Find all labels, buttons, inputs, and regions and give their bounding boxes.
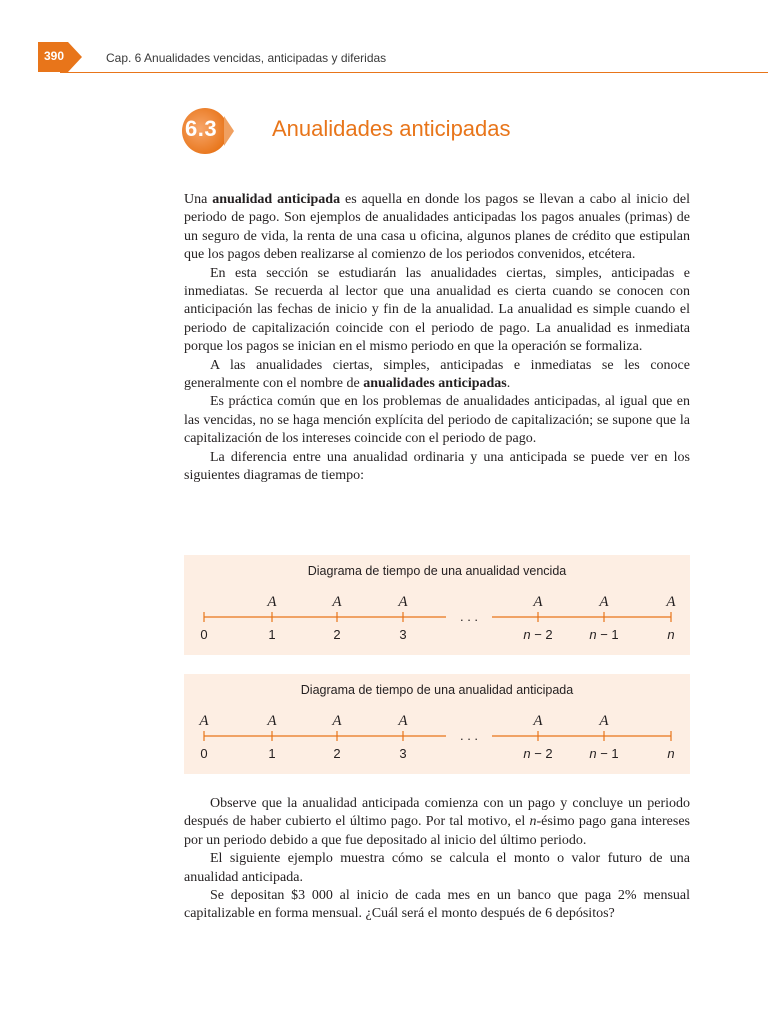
payment-label: A bbox=[666, 594, 676, 610]
paragraph-text: Se depositan $3 000 al inicio de cada mes en un banco que paga 2% mensual capitalizable en forma mensual. ¿Cuál será el monto después de 6 depósitos? bbox=[184, 888, 690, 922]
page-number: 390 bbox=[44, 49, 65, 63]
paragraph bbox=[184, 191, 690, 265]
period-label: n − 2 bbox=[523, 627, 553, 642]
paragraph-text: Observe que la anualidad anticipada comienza con un pago y concluye un periodo después de haber cubierto el último pago. Por tal motivo, el bbox=[184, 796, 690, 830]
period-label: n − 1 bbox=[589, 746, 619, 761]
period-label: 2 bbox=[333, 627, 341, 642]
paragraph bbox=[184, 850, 690, 887]
paragraph bbox=[184, 357, 690, 394]
paragraph-text: Una bbox=[184, 192, 213, 207]
payment-label: A bbox=[533, 594, 543, 610]
bold-term: anualidades anticipadas bbox=[363, 376, 507, 392]
page-header bbox=[0, 40, 768, 74]
diagram-title: Diagrama de tiempo de una anualidad anticipada bbox=[300, 683, 574, 697]
payment-label: A bbox=[533, 713, 543, 729]
paragraph-text: A las anualidades ciertas, simples, anticipadas e inmediatas se les conoce generalmente con el nombre de bbox=[184, 357, 690, 392]
period-label: 3 bbox=[399, 627, 407, 642]
payment-label: A bbox=[599, 594, 609, 610]
period-label: 1 bbox=[268, 627, 276, 642]
payment-label: A bbox=[398, 713, 408, 729]
diagram-vencida bbox=[184, 555, 690, 655]
payment-label: A bbox=[398, 594, 408, 610]
period-label: n bbox=[667, 627, 675, 642]
header-rule bbox=[60, 72, 768, 73]
body-text-bottom bbox=[184, 795, 690, 924]
period-label: n bbox=[667, 746, 675, 761]
section-title: Anualidades anticipadas bbox=[272, 116, 511, 141]
diagram-title: Diagrama de tiempo de una anualidad vencida bbox=[307, 564, 567, 578]
paragraph-text: Es práctica común que en los problemas de anualidades anticipadas, al igual que en las vencidas, no se haga mención explícita del periodo de capitalización; se supone que la capitalización de los intereses coincide con el periodo de pago. bbox=[184, 394, 690, 447]
timeline-ellipsis: . . . bbox=[459, 728, 479, 743]
chapter-title: Cap. 6 Anualidades vencidas, anticipadas y diferidas bbox=[106, 51, 387, 65]
italic-term: n bbox=[529, 814, 537, 830]
paragraph bbox=[184, 887, 690, 924]
period-label: 3 bbox=[399, 746, 407, 761]
paragraph bbox=[184, 265, 690, 357]
diagram-anticipada bbox=[184, 674, 690, 774]
period-label: 2 bbox=[333, 746, 341, 761]
paragraph bbox=[184, 449, 690, 486]
period-label: 1 bbox=[268, 746, 276, 761]
payment-label: A bbox=[267, 713, 277, 729]
period-label: 0 bbox=[200, 746, 208, 761]
payment-label: A bbox=[199, 713, 209, 729]
paragraph-text: El siguiente ejemplo muestra cómo se calcula el monto o valor futuro de una anualidad anticipada. bbox=[184, 851, 690, 885]
timeline-anticipada bbox=[184, 674, 690, 774]
payment-label: A bbox=[599, 713, 609, 729]
period-label: 0 bbox=[200, 627, 208, 642]
period-label: n − 1 bbox=[589, 627, 619, 642]
paragraph-text: En esta sección se estudiarán las anualidades ciertas, simples, anticipadas e inmediatas. Se recuerda al lector que una anualidad es cierta cuando se conocen con anticipación las fechas de inicio y fin de la anualidad. La anualidad es simple cuando el periodo de capitalización coincide con el periodo de pago. La anualidad es inmediata porque los pagos se inician en el mismo periodo en que la operación se formaliza. bbox=[184, 265, 690, 355]
paragraph-text: -ésimo pago gana intereses por un periodo debido a que fue depositado al inicio del último periodo. bbox=[184, 814, 690, 848]
period-label: n − 2 bbox=[523, 746, 553, 761]
bold-term: anualidad anticipada bbox=[212, 192, 341, 207]
payment-label: A bbox=[332, 713, 342, 729]
paragraph bbox=[184, 393, 690, 448]
body-text-top bbox=[184, 191, 690, 486]
payment-label: A bbox=[267, 594, 277, 610]
timeline-vencida bbox=[184, 555, 690, 655]
paragraph-text: es aquella en donde los pagos se llevan a cabo al inicio del periodo de pago. Son ejemplos de anualidades anticipadas los pagos anuales (primas) de un seguro de vida, la renta de una casa u oficina, algunos planes de crédito que estipulan que los pagos deben realizarse al comienzo de los periodos convenidos, etcétera. bbox=[184, 192, 690, 263]
payment-label: A bbox=[332, 594, 342, 610]
timeline-ellipsis: . . . bbox=[459, 609, 479, 624]
section-number: 6.3 bbox=[185, 116, 218, 141]
paragraph bbox=[184, 795, 690, 850]
paragraph-text: La diferencia entre una anualidad ordinaria y una anticipada se puede ver en los siguientes diagramas de tiempo: bbox=[184, 449, 690, 484]
paragraph-text: . bbox=[506, 376, 511, 392]
